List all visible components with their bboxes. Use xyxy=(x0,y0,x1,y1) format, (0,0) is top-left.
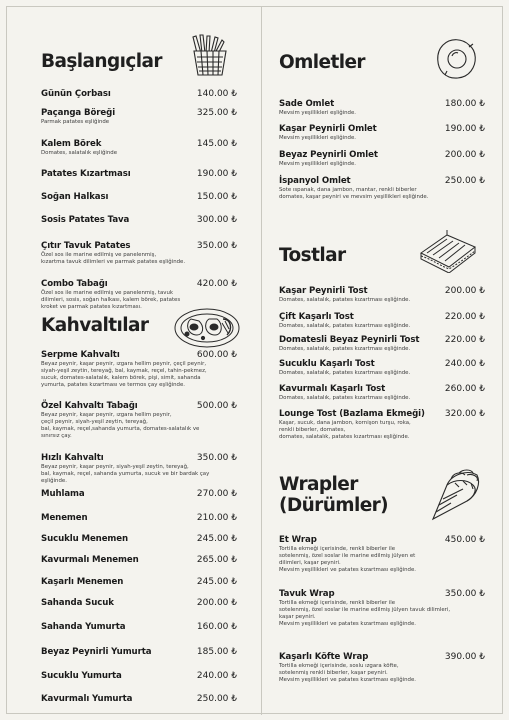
item-description: Mevsim yeşillikleri eşliğinde. xyxy=(279,110,357,116)
column-divider xyxy=(261,7,262,715)
item-price: 185.00 ₺ xyxy=(196,647,237,657)
item-name: Beyaz Peynirli Yumurta xyxy=(41,647,152,657)
menu-item xyxy=(41,671,237,681)
item-name: Hızlı Kahvaltı xyxy=(41,453,104,463)
item-price: 390.00 ₺ xyxy=(444,652,485,662)
menu-item xyxy=(279,124,485,142)
section-title-tostlar: Tostlar xyxy=(279,245,346,266)
item-price: 350.00 ₺ xyxy=(196,241,237,251)
item-description: Sote ıspanak, dana jambon, mantar, renkli biberler domates, kaşar peyniri ve mevsim yeşillikleri eşliğinde. xyxy=(279,187,429,200)
menu-item xyxy=(41,192,237,202)
item-price: 265.00 ₺ xyxy=(196,555,237,565)
item-name: Combo Tabağı xyxy=(41,279,108,289)
menu-item xyxy=(41,169,237,179)
item-name: Muhlama xyxy=(41,489,85,499)
item-price: 190.00 ₺ xyxy=(196,169,237,179)
item-price: 200.00 ₺ xyxy=(444,150,485,160)
item-price: 210.00 ₺ xyxy=(196,513,237,523)
menu-item xyxy=(279,409,485,441)
item-description: Özel sos ile marine edilmiş ve panelenmiş, kızartma tavuk dilimleri ve parmak patates eşliğinde. xyxy=(41,252,186,265)
item-description: Mevsim yeşillikleri eşliğinde. xyxy=(279,161,357,167)
item-name: Kaşarlı Köfte Wrap xyxy=(279,652,369,662)
section-title-omletler: Omletler xyxy=(279,52,365,73)
menu-item xyxy=(279,359,485,377)
item-name: Kaşarlı Menemen xyxy=(41,577,124,587)
item-name: Sahanda Sucuk xyxy=(41,598,114,608)
menu-item xyxy=(41,401,237,440)
menu-item xyxy=(279,589,485,628)
item-name: Sucuklu Kaşarlı Tost xyxy=(279,359,375,369)
item-price: 200.00 ₺ xyxy=(196,598,237,608)
menu-item xyxy=(41,513,237,523)
item-price: 160.00 ₺ xyxy=(196,622,237,632)
fried-egg-icon xyxy=(433,35,479,83)
item-name: Özel Kahvaltı Tabağı xyxy=(41,401,138,411)
section-title-line: (Dürümler) xyxy=(279,495,389,517)
menu-item xyxy=(279,535,485,574)
item-name: Günün Çorbası xyxy=(41,89,111,99)
item-price: 260.00 ₺ xyxy=(444,384,485,394)
item-name: Patates Kızartması xyxy=(41,169,131,179)
item-name: Domatesli Beyaz Peynirli Tost xyxy=(279,335,420,345)
item-name: Et Wrap xyxy=(279,535,317,545)
item-name: Sahanda Yumurta xyxy=(41,622,126,632)
item-price: 240.00 ₺ xyxy=(196,671,237,681)
item-name: Menemen xyxy=(41,513,88,523)
breakfast-plate-icon xyxy=(173,307,241,349)
item-price: 420.00 ₺ xyxy=(196,279,237,289)
menu-item xyxy=(41,89,237,99)
item-name: Paçanga Böreği xyxy=(41,108,116,118)
item-price: 250.00 ₺ xyxy=(444,176,485,186)
item-price: 350.00 ₺ xyxy=(196,453,237,463)
item-name: Soğan Halkası xyxy=(41,192,109,202)
item-price: 200.00 ₺ xyxy=(444,286,485,296)
item-description: Domates, salatalık, patates kızartması eşliğinde. xyxy=(279,323,411,329)
item-price: 600.00 ₺ xyxy=(196,350,237,360)
item-name: Kalem Börek xyxy=(41,139,102,149)
item-price: 500.00 ₺ xyxy=(196,401,237,411)
menu-item xyxy=(41,577,237,587)
item-price: 220.00 ₺ xyxy=(444,335,485,345)
item-name: Kavurmalı Kaşarlı Tost xyxy=(279,384,386,394)
item-price: 320.00 ₺ xyxy=(444,409,485,419)
item-price: 150.00 ₺ xyxy=(196,192,237,202)
item-description: Tortilla ekmeği içerisinde, soslu ızgara köfte, sotelenmiş renkli biberler, kaşar peyniri. Mevsim yeşillikleri ve patates kızartması eşliğinde. xyxy=(279,663,416,683)
item-description: Beyaz peynir, kaşar peynir, ızgara hellim peynir, çeçil peynir, siyah-yeşil zeytin, tereyağ, bal, kaymak, reçel,sahanda yumurta, domates-salatalık ve sınırsız çay. xyxy=(41,412,200,439)
menu-item xyxy=(41,108,237,126)
item-name: Kaşar Peynirli Omlet xyxy=(279,124,377,134)
menu-item xyxy=(279,335,485,353)
item-price: 190.00 ₺ xyxy=(444,124,485,134)
menu-item xyxy=(279,286,485,304)
item-price: 220.00 ₺ xyxy=(444,312,485,322)
section-title-wrapler xyxy=(279,474,388,517)
item-price: 240.00 ₺ xyxy=(444,359,485,369)
item-description: Domates, salatalık eşliğinde xyxy=(41,150,118,156)
item-name: Kavurmalı Yumurta xyxy=(41,694,133,704)
item-description: Parmak patates eşliğinde xyxy=(41,119,110,125)
item-name: Sucuklu Yumurta xyxy=(41,671,122,681)
sandwich-icon xyxy=(417,229,479,273)
menu-item xyxy=(41,489,237,499)
item-price: 350.00 ₺ xyxy=(444,589,485,599)
item-description: Domates, salatalık, patates kızartması eşliğinde. xyxy=(279,370,411,376)
menu-item xyxy=(41,622,237,632)
item-name: Çift Kaşarlı Tost xyxy=(279,312,354,322)
item-description: Tortilla ekmeği içerisinde, renkli biberler ile sotelenmiş, özel soslar ile marine edilmiş jülyen et dilimleri, kaşar peyniri. Mevsim yeşillikleri ve patates kızartması eşliğinde. xyxy=(279,546,416,573)
menu-item xyxy=(41,534,237,544)
item-price: 145.00 ₺ xyxy=(196,139,237,149)
menu-item xyxy=(279,176,485,201)
menu-item xyxy=(41,215,237,225)
item-price: 245.00 ₺ xyxy=(196,534,237,544)
item-price: 300.00 ₺ xyxy=(196,215,237,225)
item-price: 325.00 ₺ xyxy=(196,108,237,118)
menu-item xyxy=(41,241,237,266)
item-price: 140.00 ₺ xyxy=(196,89,237,99)
item-price: 250.00 ₺ xyxy=(196,694,237,704)
item-price: 245.00 ₺ xyxy=(196,577,237,587)
section-title-baslangiclar: Başlangıçlar xyxy=(41,51,162,72)
menu-item xyxy=(41,647,237,657)
item-price: 450.00 ₺ xyxy=(444,535,485,545)
item-price: 180.00 ₺ xyxy=(444,99,485,109)
section-title-line: Wrapler xyxy=(279,474,358,495)
menu-item xyxy=(41,694,237,704)
item-name: Sade Omlet xyxy=(279,99,335,109)
menu-item xyxy=(41,139,237,157)
item-name: Serpme Kahvaltı xyxy=(41,350,120,360)
item-description: Beyaz peynir, kaşar peynir, ızgara hellim peynir, çeçil peynir, siyah-yeşil zeytin, tereyağ, bal, kaymak, reçel, tahin-pekmez, sucuk, domates-salatalık, kalem börek, pişi, simit, sahanda yumurta, patates kızartması ve termos çay eşliğinde. xyxy=(41,361,207,388)
item-name: Sucuklu Menemen xyxy=(41,534,129,544)
item-description: Kaşar, sucuk, dana jambon, kornişon turşu, roka, renkli biberler, domates, domates, salatalık, patates kızartması eşliğinde. xyxy=(279,420,411,440)
wrap-icon xyxy=(427,465,483,525)
item-description: Beyaz peynir, kaşar peynir, siyah-yeşil zeytin, tereyağ, bal, kaymak, reçel, sahanda yumurta, sucuk ve bir bardak çay eşliğinde. xyxy=(41,464,210,484)
menu-item xyxy=(279,652,485,684)
item-price: 270.00 ₺ xyxy=(196,489,237,499)
item-name: İspanyol Omlet xyxy=(279,176,351,186)
item-description: Domates, salatalık, patates kızartması eşliğinde. xyxy=(279,346,411,352)
item-description: Özel sos ile marine edilmiş ve panelenmiş, tavuk dilimleri, sosis, soğan halkası, kalem börek, patates kroket ve parmak patates kızartması. xyxy=(41,290,181,310)
menu-item xyxy=(41,453,237,485)
item-name: Kaşar Peynirli Tost xyxy=(279,286,368,296)
menu-item xyxy=(41,279,237,311)
item-name: Tavuk Wrap xyxy=(279,589,335,599)
menu-page xyxy=(6,6,503,714)
menu-item xyxy=(41,555,237,565)
french-fries-icon xyxy=(189,33,231,77)
item-name: Sosis Patates Tava xyxy=(41,215,130,225)
item-name: Kavurmalı Menemen xyxy=(41,555,139,565)
item-description: Mevsim yeşillikleri eşliğinde. xyxy=(279,135,357,141)
item-description: Tortilla ekmeği içerisinde, renkli biberler ile sotelenmiş, özel soslar ile marine edilmiş jülyen tavuk dilimleri, kaşar peyniri. Mevsim yeşillikleri ve patates kızartması eşliğinde. xyxy=(279,600,451,627)
item-description: Domates, salatalık, patates kızartması eşliğinde. xyxy=(279,297,411,303)
menu-item xyxy=(41,598,237,608)
item-description: Domates, salatalık, patates kızartması eşliğinde. xyxy=(279,395,411,401)
item-name: Lounge Tost (Bazlama Ekmeği) xyxy=(279,409,425,419)
menu-item xyxy=(279,150,485,168)
menu-item xyxy=(279,384,485,402)
menu-item xyxy=(279,99,485,117)
item-name: Çıtır Tavuk Patates xyxy=(41,241,131,251)
menu-item xyxy=(41,350,237,389)
item-name: Beyaz Peynirli Omlet xyxy=(279,150,378,160)
section-title-kahvaltilar: Kahvaltılar xyxy=(41,315,149,336)
menu-item xyxy=(279,312,485,330)
